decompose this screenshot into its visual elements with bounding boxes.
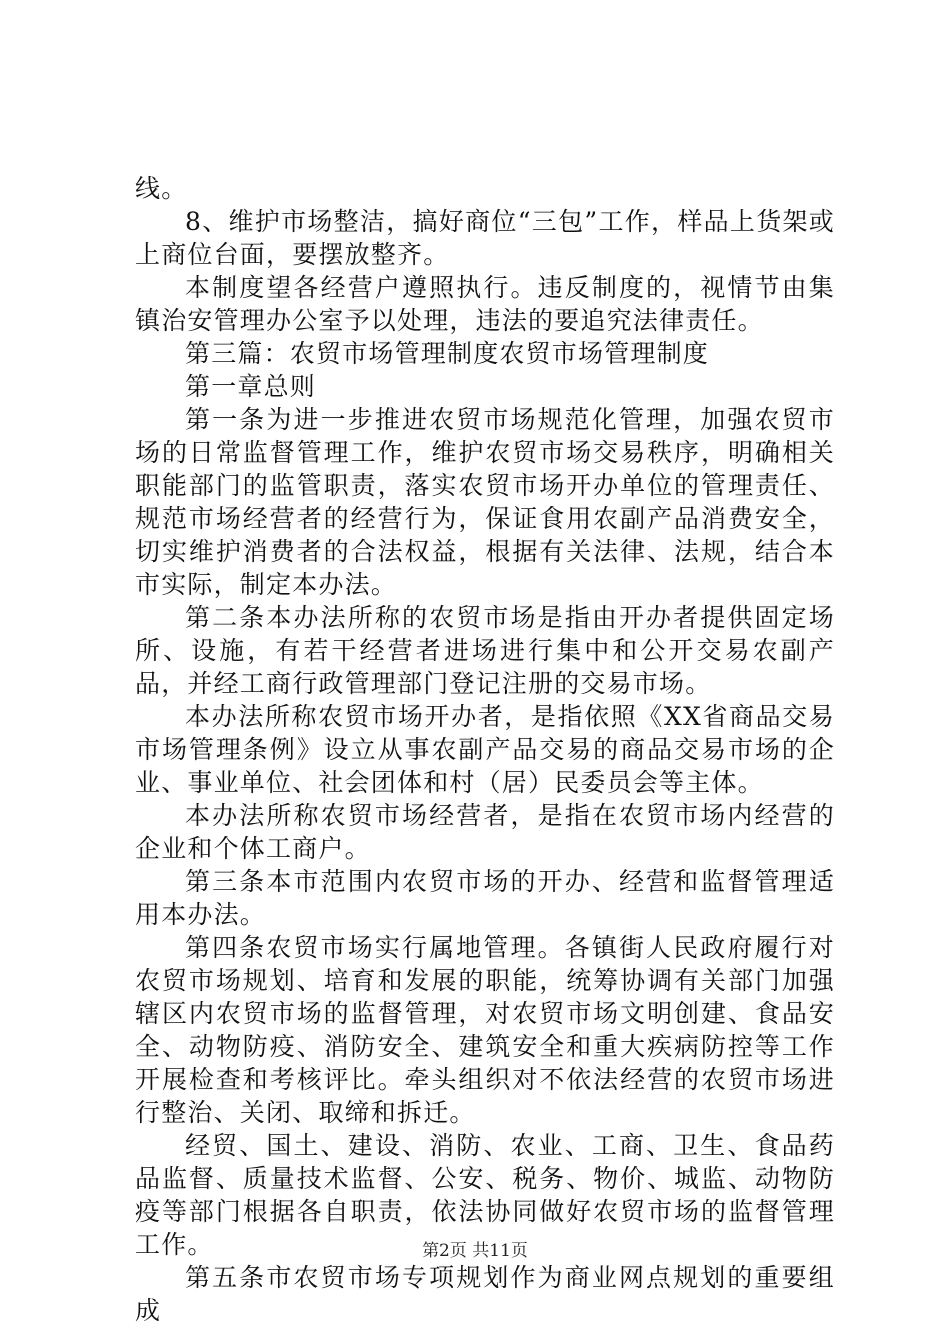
paragraph-9: 第三条本市范围内农贸市场的开办、经营和监督管理适用本办法。 xyxy=(135,867,835,929)
paragraph-12: 第五条市农贸市场专项规划作为商业网点规划的重要组成 xyxy=(135,1263,835,1325)
chapter-heading: 第一章总则 xyxy=(185,372,317,401)
document-body xyxy=(135,172,835,1327)
section-heading: 第三篇：农贸市场管理制度农贸市场管理制度 xyxy=(185,339,710,368)
paragraph-10: 第四条农贸市场实行属地管理。各镇街人民政府履行对农贸市场规划、培育和发展的职能，统筹协调有关部门加强辖区内农贸市场的监督管理，对农贸市场文明创建、食品安全、动物防疫、消防安全、建筑安全和重大疾病防控等工作开展检查和考核评比。牵头组织对不依法经营的农贸市场进行整治、关闭、取缔和拆迁。 xyxy=(135,933,835,1127)
page-footer xyxy=(0,1240,950,1262)
paragraph-1: 8、维护市场整洁，搞好商位“三包”工作，样品上货架或上商位台面，要摆放整齐。 xyxy=(135,207,835,269)
paragraph-7: 本办法所称农贸市场开办者，是指依照《XX省商品交易市场管理条例》设立从事农副产品交易的商品交易市场的企业、事业单位、社会团体和村（居）民委员会等主体。 xyxy=(135,702,835,797)
page-number-label: 第2页 共11页 xyxy=(422,1241,528,1261)
paragraph-6: 第二条本办法所称的农贸市场是指由开办者提供固定场所、设施，有若干经营者进场进行集中和公开交易农副产品，并经工商行政管理部门登记注册的交易市场。 xyxy=(135,603,835,698)
paragraph-0: 线。 xyxy=(135,174,188,203)
paragraph-11: 经贸、国土、建设、消防、农业、工商、卫生、食品药品监督、质量技术监督、公安、税务、物价、城监、动物防疫等部门根据各自职责，依法协同做好农贸市场的监督管理工作。 xyxy=(135,1131,835,1259)
paragraph-8: 本办法所称农贸市场经营者，是指在农贸市场内经营的企业和个体工商户。 xyxy=(135,801,835,863)
paragraph-5: 第一条为进一步推进农贸市场规范化管理，加强农贸市场的日常监督管理工作，维护农贸市场交易秩序，明确相关职能部门的监管职责，落实农贸市场开办单位的管理责任、规范市场经营者的经营行为，保证食用农副产品消费安全，切实维护消费者的合法权益，根据有关法律、法规，结合本市实际，制定本办法。 xyxy=(135,405,835,599)
paragraph-2: 本制度望各经营户遵照执行。违反制度的，视情节由集镇治安管理办公室予以处理，违法的要追究法律责任。 xyxy=(135,273,835,335)
